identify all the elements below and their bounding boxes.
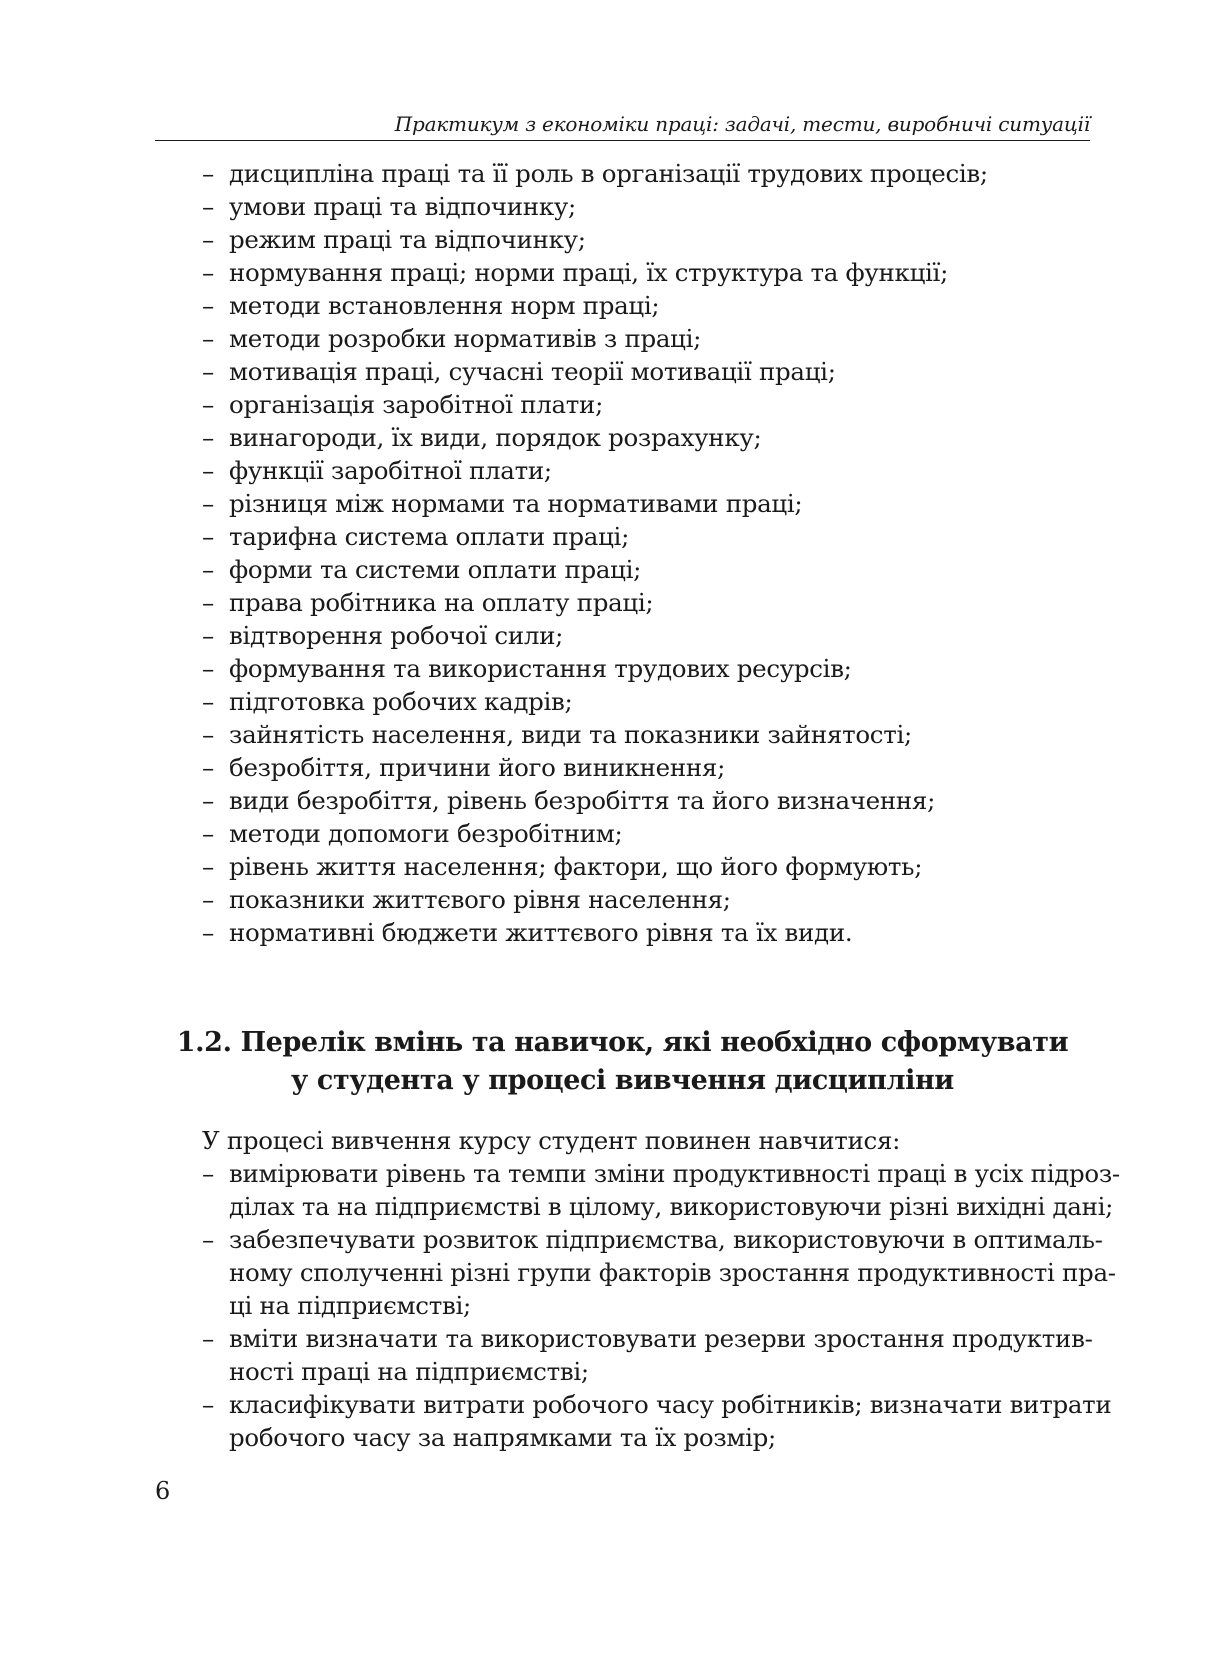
skill-text-line: ці на підприємстві;: [229, 1291, 471, 1320]
skills-list: [202, 1157, 1120, 1454]
topic-item: [202, 718, 988, 751]
topic-text: безробіття, причини його виникнення;: [229, 753, 726, 782]
topic-text: винагороди, їх види, порядок розрахунку;: [229, 423, 762, 452]
topic-item: [202, 190, 988, 223]
topic-item: [202, 157, 988, 190]
skill-text-line: вміти визначати та використовувати резерви зростання продуктив-: [229, 1324, 1093, 1353]
topic-text: права робітника на оплату праці;: [229, 588, 654, 617]
topic-text: види безробіття, рівень безробіття та його визначення;: [229, 786, 936, 815]
skill-item: [202, 1223, 1116, 1322]
section-heading: [155, 1024, 1090, 1100]
list-dash: –: [202, 324, 214, 353]
skills-intro: У процесі вивчення курсу студент повинен навчитися:: [202, 1126, 901, 1155]
topic-item: [202, 817, 988, 850]
list-dash: –: [202, 225, 214, 254]
skill-text-line: вимірювати рівень та темпи зміни продуктивності праці в усіх підроз-: [229, 1159, 1120, 1188]
topic-text: режим праці та відпочинку;: [229, 225, 586, 254]
list-dash: –: [202, 1390, 214, 1419]
list-dash: –: [202, 852, 214, 881]
list-dash: –: [202, 918, 214, 947]
topic-text: різниця між нормами та нормативами праці;: [229, 489, 803, 518]
list-dash: –: [202, 753, 214, 782]
topic-text: дисципліна праці та її роль в організації трудових процесів;: [229, 159, 988, 188]
list-dash: –: [202, 1324, 214, 1353]
list-dash: –: [202, 159, 214, 188]
topic-item: [202, 256, 988, 289]
list-dash: –: [202, 456, 214, 485]
skill-text-line: ному сполученні різні групи факторів зростання продуктивності пра-: [229, 1258, 1116, 1287]
list-dash: –: [202, 654, 214, 683]
topic-item: [202, 586, 988, 619]
topic-text: зайнятість населення, види та показники зайнятості;: [229, 720, 912, 749]
list-dash: –: [202, 588, 214, 617]
topic-item: [202, 487, 988, 520]
skill-text-line: ділах та на підприємстві в цілому, використовуючи різні вихідні дані;: [229, 1192, 1114, 1221]
topic-item: [202, 916, 988, 949]
topic-text: нормування праці; норми праці, їх структура та функції;: [229, 258, 949, 287]
topic-item: [202, 388, 988, 421]
list-dash: –: [202, 258, 214, 287]
topic-item: [202, 619, 988, 652]
topic-text: нормативні бюджети життєвого рівня та їх види.: [229, 918, 853, 947]
topics-list: [202, 157, 988, 949]
skill-item: [202, 1157, 1120, 1223]
topic-item: [202, 784, 988, 817]
topic-text: умови праці та відпочинку;: [229, 192, 576, 221]
topic-text: тарифна система оплати праці;: [229, 522, 630, 551]
topic-text: функції заробітної плати;: [229, 456, 552, 485]
list-dash: –: [202, 819, 214, 848]
topic-text: формування та використання трудових ресурсів;: [229, 654, 852, 683]
topic-text: методи встановлення норм праці;: [229, 291, 660, 320]
list-dash: –: [202, 390, 214, 419]
topic-text: рівень життя населення; фактори, що його формують;: [229, 852, 923, 881]
list-dash: –: [202, 687, 214, 716]
topic-text: мотивація праці, сучасні теорії мотивації праці;: [229, 357, 836, 386]
topic-item: [202, 652, 988, 685]
topic-item: [202, 289, 988, 322]
topic-item: [202, 322, 988, 355]
skill-item: [202, 1388, 1112, 1454]
skill-text-line: робочого часу за напрямками та їх розмір;: [229, 1423, 777, 1452]
list-dash: –: [202, 621, 214, 650]
topic-item: [202, 850, 988, 883]
topic-text: методи допомоги безробітним;: [229, 819, 623, 848]
list-dash: –: [202, 555, 214, 584]
skill-text-line: класифікувати витрати робочого часу робітників; визначати витрати: [229, 1390, 1112, 1419]
list-dash: –: [202, 357, 214, 386]
topic-item: [202, 421, 988, 454]
running-header-title: Практикум з економіки праці: задачі, тести, виробничі ситуації: [394, 112, 1090, 136]
topic-item: [202, 553, 988, 586]
topic-item: [202, 520, 988, 553]
list-dash: –: [202, 489, 214, 518]
topic-item: [202, 223, 988, 256]
list-dash: –: [202, 1225, 214, 1254]
topic-item: [202, 685, 988, 718]
list-dash: –: [202, 1159, 214, 1188]
topic-text: відтворення робочої сили;: [229, 621, 564, 650]
topic-item: [202, 454, 988, 487]
topic-text: підготовка робочих кадрів;: [229, 687, 573, 716]
list-dash: –: [202, 291, 214, 320]
list-dash: –: [202, 522, 214, 551]
topic-text: організація заробітної плати;: [229, 390, 604, 419]
list-dash: –: [202, 786, 214, 815]
topic-text: методи розробки нормативів з праці;: [229, 324, 702, 353]
topic-item: [202, 355, 988, 388]
topic-item: [202, 751, 988, 784]
topic-text: форми та системи оплати праці;: [229, 555, 642, 584]
page-number: 6: [155, 1477, 171, 1505]
topic-item: [202, 883, 988, 916]
list-dash: –: [202, 423, 214, 452]
list-dash: –: [202, 885, 214, 914]
section-heading-line-2: у студента у процесі вивчення дисципліни: [291, 1065, 954, 1096]
list-dash: –: [202, 192, 214, 221]
running-header: [155, 108, 1090, 141]
skill-item: [202, 1322, 1093, 1388]
topic-text: показники життєвого рівня населення;: [229, 885, 731, 914]
skill-text-line: ності праці на підприємстві;: [229, 1357, 589, 1386]
section-heading-line-1: 1.2. Перелік вмінь та навичок, які необхідно сформувати: [176, 1027, 1069, 1058]
list-dash: –: [202, 720, 214, 749]
skill-text-line: забезпечувати розвиток підприємства, використовуючи в оптималь-: [229, 1225, 1103, 1254]
